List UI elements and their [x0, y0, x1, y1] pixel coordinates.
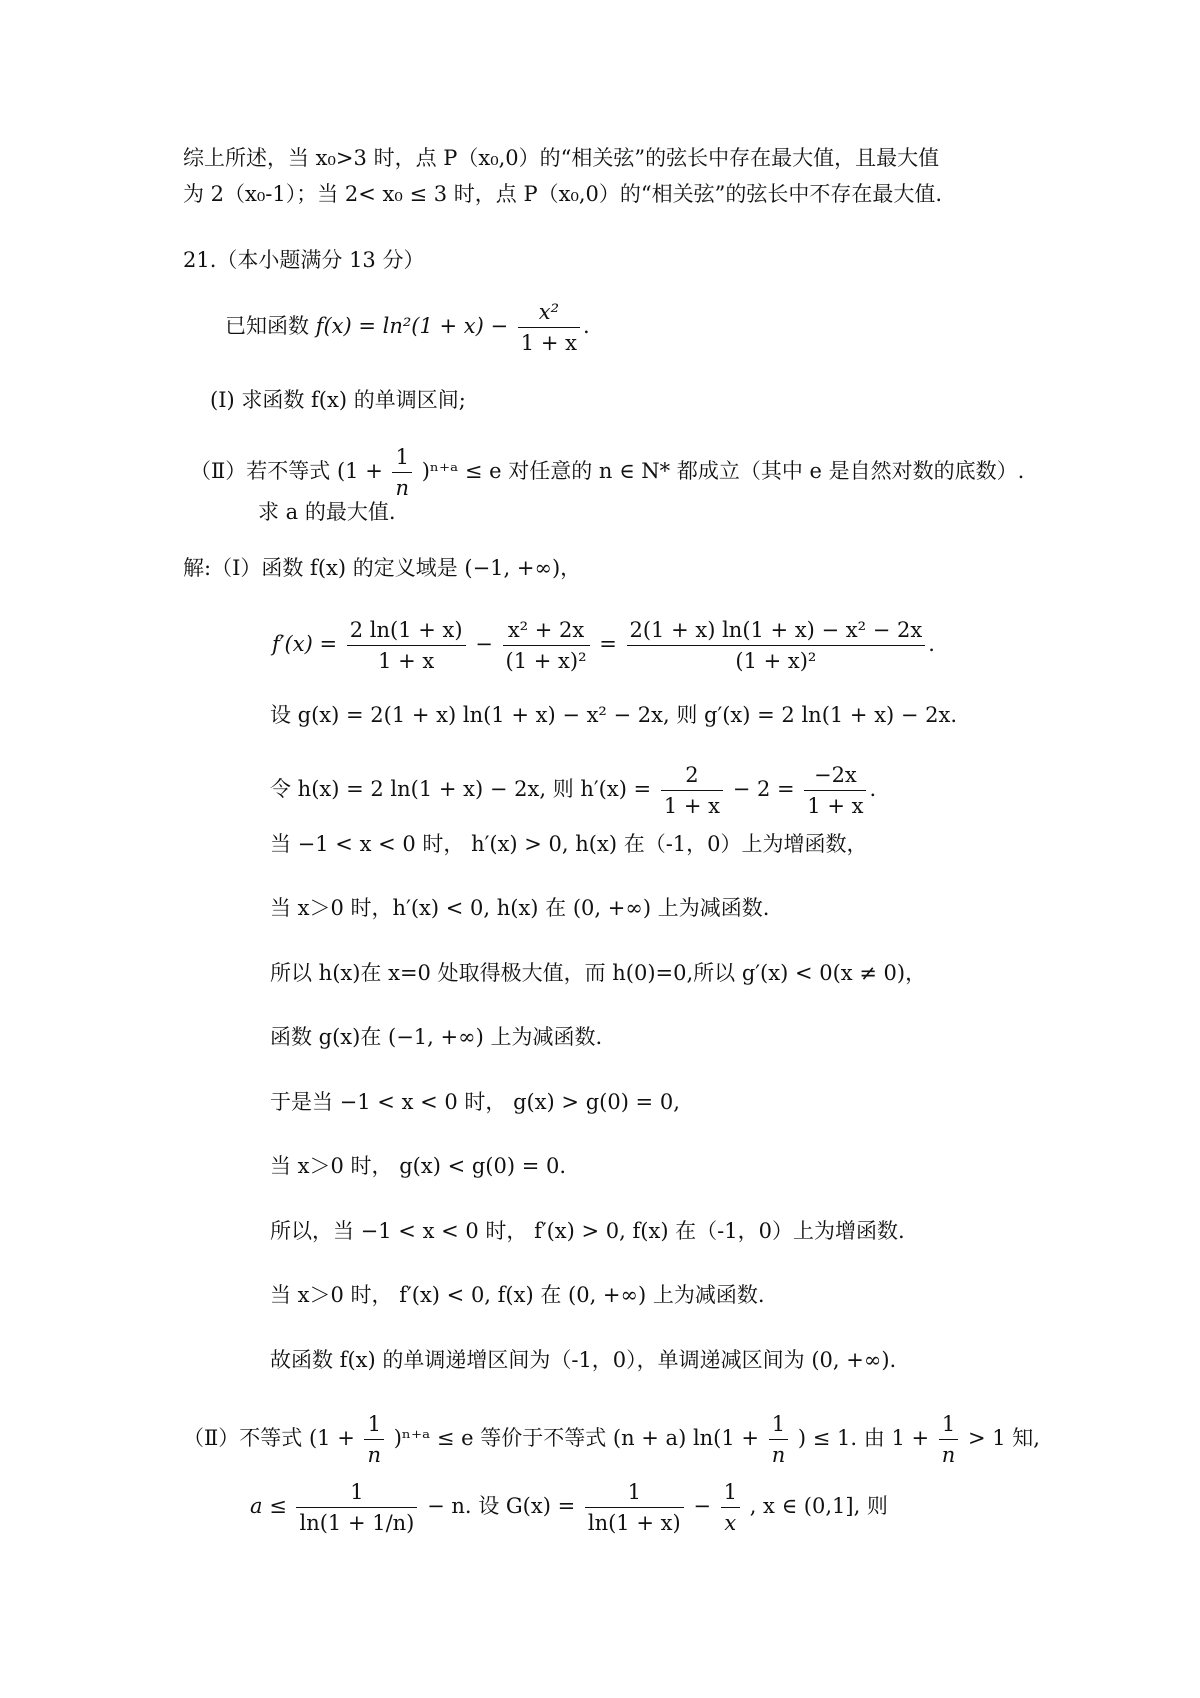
- p2-num: 1: [364, 1412, 384, 1440]
- g-case-2: 当 x＞0 时， g(x) < g(0) = 0.: [270, 1154, 567, 1178]
- deriv-fraction-2: [503, 618, 590, 673]
- h-maximum: 所以 h(x)在 x=0 处取得极大值，而 h(0)=0,所以 g′(x) < 0(x ≠ 0)，: [270, 961, 927, 985]
- h-case-2: 当 x＞0 时，h′(x) < 0, h(x) 在 (0, +∞) 上为减函数.: [270, 896, 770, 920]
- let-h-f2-num: −2x: [804, 763, 866, 791]
- deriv-f2-den: (1 + x)²: [505, 649, 587, 673]
- conclusion: 故函数 f(x) 的单调递增区间为（-1，0），单调递减区间为 (0, +∞).: [270, 1348, 897, 1372]
- deriv-lhs: f′(x) =: [272, 632, 338, 656]
- given-function: 已知函数 f(x) = ln²(1 + x) − $\frac{\text{x²}}{1 + x}$ .: [225, 300, 590, 355]
- f-case-2: 当 x＞0 时， f′(x) < 0, f(x) 在 (0, +∞) 上为减函数.: [270, 1283, 765, 1307]
- part-2-question: [190, 445, 1024, 500]
- let-g: 设 g(x) = 2(1 + x) ln(1 + x) − x² − 2x, 则 g′(x) = 2 ln(1 + x) − 2x.: [270, 703, 958, 727]
- p2-mid: )ⁿ⁺ᵃ ≤ e 等价于不等式 (n + a) ln(1 +: [393, 1426, 760, 1450]
- p2b-den: ln(1 + 1/n): [299, 1511, 415, 1535]
- p2b-fraction-3: [721, 1480, 740, 1535]
- p2-fraction-3: [939, 1412, 959, 1467]
- given-fraction-den: 1 + x: [520, 331, 577, 355]
- g-case-1: 于是当 −1 < x < 0 时， g(x) > g(0) = 0,: [270, 1090, 680, 1114]
- h-case-1: 当 −1 < x < 0 时， h′(x) > 0, h(x) 在（-1，0）上为增函数，: [270, 832, 868, 856]
- given-prefix: 已知函数: [225, 314, 309, 338]
- problem-heading: 21.（本小题满分 13 分）: [183, 248, 425, 272]
- p2-den: n: [367, 1443, 382, 1467]
- given-fraction: [518, 300, 580, 355]
- p2b-den2: ln(1 + x): [587, 1511, 681, 1535]
- derivative-equation: f′(x) = $\frac{2 \ln(1 + x)}{1 + x}$ − $\frac{\text{x² + 2x}}{\text{(1 + x)²}}$ = $\frac{\text{2(1 + x) ln(1 + x) − x² − 2x}}{\text{(1 + x)²}}$ .: [272, 618, 935, 673]
- part-2-line-2: 求 a 的最大值.: [258, 500, 396, 524]
- summary-line-2: 为 2（x₀-1）；当 2< x₀ ≤ 3 时，点 P（x₀,0）的“相关弦”的弦长中不存在最大值.: [183, 182, 943, 206]
- deriv-f1-num: 2 ln(1 + x): [347, 618, 466, 646]
- p2-den2: n: [771, 1443, 786, 1467]
- let-h-fraction-2: [804, 763, 866, 818]
- p2b-minus: −: [693, 1494, 711, 1518]
- p2b-lhs: a ≤: [250, 1494, 287, 1518]
- p2b-den3: x: [724, 1511, 737, 1535]
- part-2-solution: [183, 1412, 1040, 1467]
- p2-mid2: ) ≤ 1. 由 1 +: [797, 1426, 930, 1450]
- p2-tail: > 1 知,: [968, 1426, 1040, 1450]
- deriv-fraction-1: [347, 618, 466, 673]
- p2-num2: 1: [769, 1412, 789, 1440]
- g-decreasing: 函数 g(x)在 (−1, +∞) 上为减函数.: [270, 1025, 603, 1049]
- let-h-prefix: 令 h(x) = 2 ln(1 + x) − 2x, 则 h′(x) =: [270, 777, 652, 801]
- p2b-num3: 1: [721, 1480, 740, 1508]
- deriv-f2-num: x² + 2x: [503, 618, 590, 646]
- f-case-1: 所以，当 −1 < x < 0 时， f′(x) > 0, f(x) 在（-1，0）上为增函数.: [270, 1219, 905, 1243]
- p2-lead: (1 +: [308, 1426, 355, 1450]
- p2b-fraction-1: [296, 1480, 417, 1535]
- let-h-fraction-1: [661, 763, 723, 818]
- let-h-f2-den: 1 + x: [807, 794, 864, 818]
- solution-intro: 解:（Ⅰ）函数 f(x) 的定义域是 (−1, +∞)，: [183, 556, 582, 580]
- p2-fraction-2: [769, 1412, 789, 1467]
- deriv-f3-den: (1 + x)²: [735, 649, 817, 673]
- deriv-fraction-3: [627, 618, 926, 673]
- deriv-minus: −: [475, 632, 493, 656]
- p2b-fraction-2: [585, 1480, 684, 1535]
- part2-fraction-den: n: [395, 476, 410, 500]
- deriv-f1-den: 1 + x: [378, 649, 435, 673]
- deriv-f3-num: 2(1 + x) ln(1 + x) − x² − 2x: [627, 618, 926, 646]
- let-h-mid: − 2 =: [732, 777, 795, 801]
- p2-den3: n: [941, 1443, 956, 1467]
- part2-lead: (1 +: [336, 459, 383, 483]
- given-fraction-num: x²: [518, 300, 580, 328]
- p2b-num: 1: [296, 1480, 417, 1508]
- part-1-question: (I) 求函数 f(x) 的单调区间;: [210, 388, 466, 412]
- part2-fraction-num: 1: [392, 445, 412, 473]
- given-expr: f(x) = ln²(1 + x) −: [315, 314, 509, 338]
- p2b-mid: − n. 设 G(x) =: [427, 1494, 576, 1518]
- p2b-num2: 1: [585, 1480, 684, 1508]
- let-h-f1-den: 1 + x: [663, 794, 721, 818]
- p2b-tail: , x ∈ (0,1], 则: [749, 1494, 888, 1518]
- summary-line-1: 综上所述，当 x₀>3 时，点 P（x₀,0）的“相关弦”的弦长中存在最大值，且最大值: [183, 146, 940, 170]
- p2-prefix: （Ⅱ）不等式: [183, 1426, 303, 1450]
- let-h: 令 h(x) = 2 ln(1 + x) − 2x, 则 h′(x) = $\frac{2}{1 + x}$ − 2 = $\frac{-2x}{1 + x}$ .: [270, 763, 877, 818]
- deriv-eq: =: [599, 632, 617, 656]
- part2-tail: )ⁿ⁺ᵃ ≤ e 对任意的 n ∈ N* 都成立（其中 e 是自然对数的底数）.: [421, 459, 1025, 483]
- part2-prefix: （Ⅱ）若不等式: [190, 459, 331, 483]
- let-h-f1-num: 2: [661, 763, 723, 791]
- p2-fraction-1: [364, 1412, 384, 1467]
- part-2-bound: [250, 1480, 888, 1535]
- p2-num3: 1: [939, 1412, 959, 1440]
- part2-fraction: [392, 445, 412, 500]
